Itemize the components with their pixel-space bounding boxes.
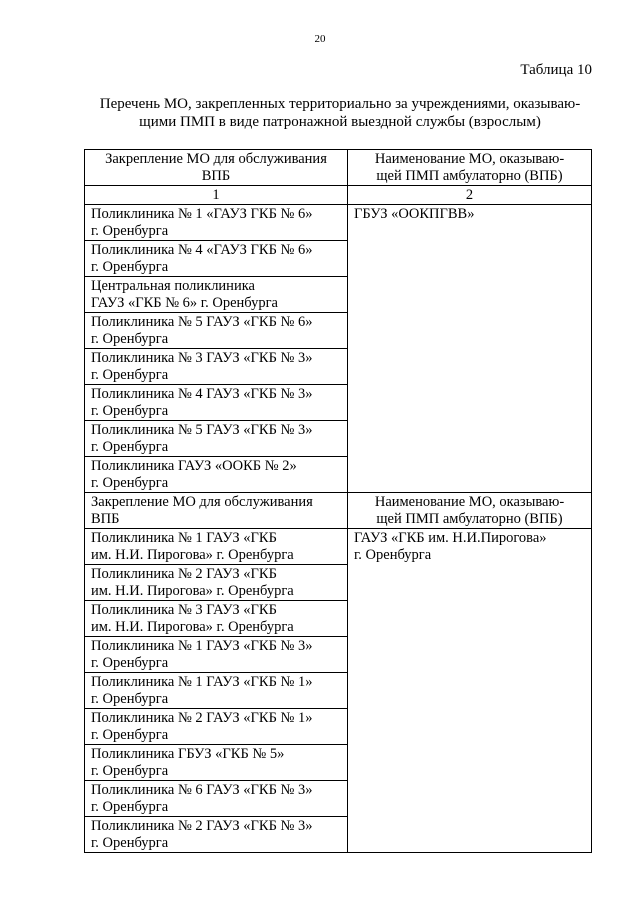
clinic-name-line2: г. Оренбурга <box>91 835 169 851</box>
clinic-cell <box>85 673 348 709</box>
clinic-name-line1: Поликлиника № 1 «ГАУЗ ГКБ № 6» <box>91 206 313 222</box>
clinic-name-line1: Поликлиника № 2 ГАУЗ «ГКБ <box>91 566 277 582</box>
clinic-cell <box>85 529 348 565</box>
clinic-name-line2: им. Н.И. Пирогова» г. Оренбурга <box>91 547 294 563</box>
table-row <box>85 529 592 565</box>
column-number-1: 1 <box>85 186 348 205</box>
document-title <box>80 95 600 131</box>
provider-name: ГБУЗ «ООКПГВВ» <box>354 206 475 222</box>
clinic-name-line2: г. Оренбурга <box>91 223 169 239</box>
clinic-name-line1: Поликлиника № 2 ГАУЗ «ГКБ № 1» <box>91 710 313 726</box>
clinic-name-line1: Поликлиника № 3 ГАУЗ «ГКБ № 3» <box>91 350 313 366</box>
subheader-col2-line1: Наименование МО, оказываю- <box>374 494 565 510</box>
clinic-name-line2: г. Оренбурга <box>91 655 169 671</box>
provider-name-line1: ГАУЗ «ГКБ им. Н.И.Пирогова» <box>354 530 547 546</box>
clinic-name-line2: ГАУЗ «ГКБ № 6» г. Оренбурга <box>91 295 278 311</box>
subheader-col2 <box>348 493 592 529</box>
clinic-cell <box>85 313 348 349</box>
clinic-cell <box>85 457 348 493</box>
table-header-row <box>85 150 592 186</box>
clinic-cell <box>85 601 348 637</box>
clinic-name-line2: г. Оренбурга <box>91 799 169 815</box>
clinic-name-line2: г. Оренбурга <box>91 439 169 455</box>
clinic-cell <box>85 745 348 781</box>
provider-cell <box>348 529 592 853</box>
page-number: 20 <box>314 33 326 45</box>
column-number-row <box>85 186 592 205</box>
clinic-cell <box>85 421 348 457</box>
clinic-cell <box>85 277 348 313</box>
clinic-name-line2: г. Оренбурга <box>91 403 169 419</box>
clinic-name-line1: Поликлиника № 2 ГАУЗ «ГКБ № 3» <box>91 818 313 834</box>
provider-name-line2: г. Оренбурга <box>354 547 432 563</box>
clinic-name-line2: им. Н.И. Пирогова» г. Оренбурга <box>91 583 294 599</box>
subheader-col2-line2: щей ПМП амбулаторно (ВПБ) <box>376 511 563 527</box>
subheader-col1-line2: ВПБ <box>91 511 120 527</box>
clinic-cell <box>85 385 348 421</box>
clinic-cell <box>85 637 348 673</box>
title-line-1: Перечень МО, закрепленных территориально за учреждениями, оказываю- <box>99 96 581 112</box>
column-number-2: 2 <box>348 186 592 205</box>
clinic-cell <box>85 205 348 241</box>
title-line-2: щими ПМП в виде патронажной выездной службы (взрослым) <box>139 114 541 130</box>
clinic-name-line1: Поликлиника № 6 ГАУЗ «ГКБ № 3» <box>91 782 313 798</box>
header-col1 <box>85 150 348 186</box>
clinic-name-line1: Поликлиника № 4 «ГАУЗ ГКБ № 6» <box>91 242 313 258</box>
header-col2-line2: щей ПМП амбулаторно (ВПБ) <box>376 168 563 184</box>
clinic-cell <box>85 817 348 853</box>
clinic-cell <box>85 349 348 385</box>
clinic-cell <box>85 709 348 745</box>
clinic-name-line1: Поликлиника ГБУЗ «ГКБ № 5» <box>91 746 285 762</box>
table-label: Таблица 10 <box>520 62 592 78</box>
clinic-name-line1: Поликлиника № 4 ГАУЗ «ГКБ № 3» <box>91 386 313 402</box>
clinic-name-line1: Поликлиника № 1 ГАУЗ «ГКБ № 1» <box>91 674 313 690</box>
subheader-col1 <box>85 493 348 529</box>
header-col2-line1: Наименование МО, оказываю- <box>374 151 565 167</box>
clinic-name-line2: им. Н.И. Пирогова» г. Оренбурга <box>91 619 294 635</box>
header-col2 <box>348 150 592 186</box>
clinic-name-line2: г. Оренбурга <box>91 259 169 275</box>
clinic-name-line1: Поликлиника № 5 ГАУЗ «ГКБ № 6» <box>91 314 313 330</box>
subheader-row <box>85 493 592 529</box>
clinic-name-line1: Поликлиника № 3 ГАУЗ «ГКБ <box>91 602 277 618</box>
clinic-name-line2: г. Оренбурга <box>91 727 169 743</box>
header-col1-line1: Закрепление МО для обслуживания <box>105 151 327 167</box>
clinic-name-line2: г. Оренбурга <box>91 763 169 779</box>
table-row <box>85 205 592 241</box>
assignment-table <box>84 149 592 853</box>
subheader-col1-line1: Закрепление МО для обслуживания <box>91 494 313 510</box>
clinic-name-line1: Поликлиника № 1 ГАУЗ «ГКБ <box>91 530 277 546</box>
header-col1-line2: ВПБ <box>201 168 231 184</box>
clinic-cell <box>85 781 348 817</box>
clinic-name-line2: г. Оренбурга <box>91 367 169 383</box>
clinic-cell <box>85 565 348 601</box>
clinic-name-line1: Поликлиника № 5 ГАУЗ «ГКБ № 3» <box>91 422 313 438</box>
clinic-cell <box>85 241 348 277</box>
clinic-name-line1: Поликлиника ГАУЗ «ООКБ № 2» <box>91 458 297 474</box>
clinic-name-line2: г. Оренбурга <box>91 691 169 707</box>
clinic-name-line2: г. Оренбурга <box>91 475 169 491</box>
clinic-name-line2: г. Оренбурга <box>91 331 169 347</box>
clinic-name-line1: Центральная поликлиника <box>91 278 255 294</box>
clinic-name-line1: Поликлиника № 1 ГАУЗ «ГКБ № 3» <box>91 638 313 654</box>
provider-cell <box>348 205 592 493</box>
